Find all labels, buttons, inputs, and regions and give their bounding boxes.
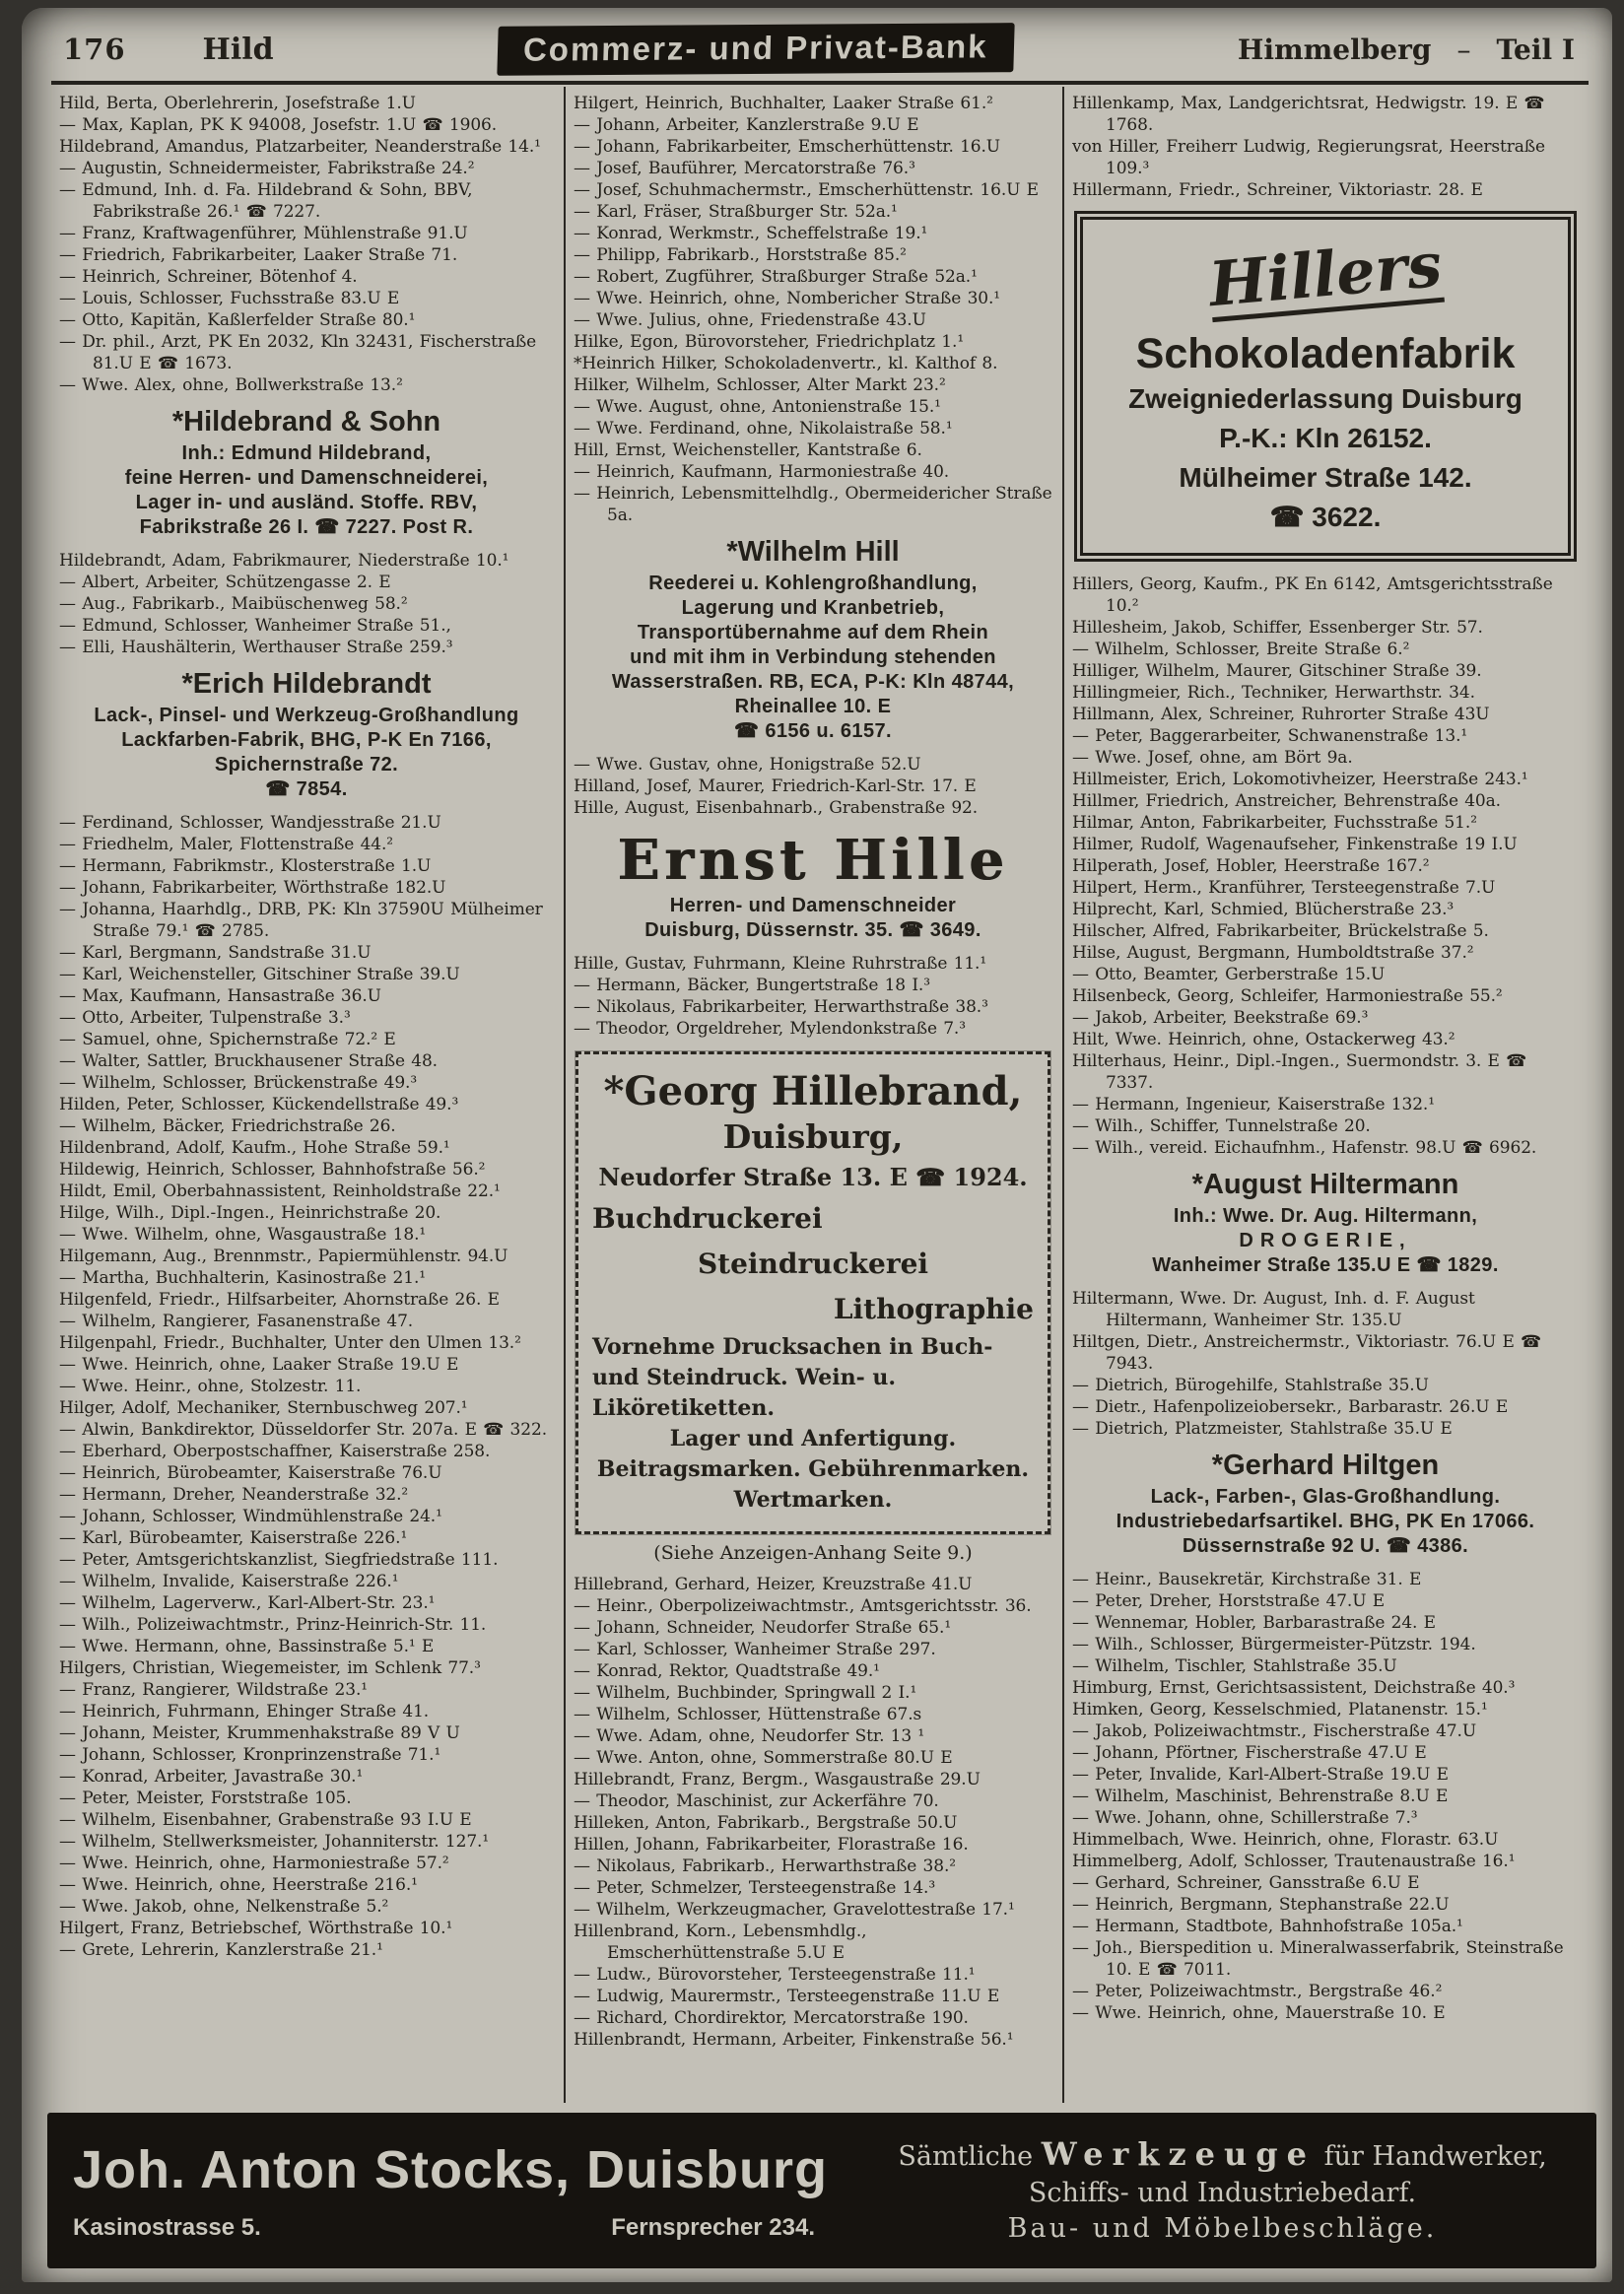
ad-line: Fabrikstraße 26 I. ☎ 7227. Post R. (139, 516, 474, 538)
stocks-ad-right-line3: Bau- und Möbelbeschläge. (1007, 2212, 1438, 2244)
ad-line: Lackfarben-Fabrik, BHG, P-K En 7166, (121, 729, 492, 751)
directory-entry: — Ferdinand, Schlosser, Wandjesstraße 21.U (59, 813, 441, 833)
directory-entry: Hildt, Emil, Oberbahnassistent, Reinholdstraße 22.¹ (59, 1181, 501, 1201)
directory-entry: — Heinrich, Bergmann, Stephanstraße 22.U (1072, 1895, 1450, 1915)
directory-entry: Hilgert, Heinrich, Buchhalter, Laaker Straße 61.² (574, 94, 993, 113)
directory-entry: — Wwe. Gustav, ohne, Honigstraße 52.U (574, 755, 921, 775)
hillers-line: ☎ 3622. (1269, 502, 1382, 532)
directory-entry: — Wennemar, Hobler, Barbarastraße 24. E (1072, 1613, 1436, 1633)
directory-entry: — Peter, Schmelzer, Tersteegenstraße 14.³ (574, 1878, 936, 1898)
directory-entry: — Johann, Pförtner, Fischerstraße 47.U E (1072, 1743, 1427, 1763)
directory-entry: — Karl, Bergmann, Sandstraße 31.U (59, 943, 372, 963)
directory-entry: — Wwe. Johann, ohne, Schillerstraße 7.³ (1072, 1808, 1418, 1828)
directory-entry: Hilgers, Christian, Wiegemeister, im Schlenk 77.³ (59, 1658, 481, 1678)
directory-entry: — Heinrich, Schreiner, Bötenhof 4. (59, 267, 358, 287)
directory-entry: — Karl, Fräser, Straßburger Str. 52a.¹ (574, 202, 898, 222)
directory-entry: Hild, Berta, Oberlehrerin, Josefstraße 1.U (59, 94, 416, 113)
directory-entry: — Edmund, Schlosser, Wanheimer Straße 51., (59, 616, 451, 636)
directory-entry: Hillenbrandt, Hermann, Arbeiter, Finkenstraße 56.¹ (574, 2030, 1014, 2050)
directory-entry: — Otto, Arbeiter, Tulpenstraße 3.³ (59, 1008, 351, 1028)
stocks-ad-right-line2: Schiffs- und Industriebedarf. (1028, 2177, 1417, 2208)
ad-line: Rheinallee 10. E (734, 696, 892, 717)
directory-entry: Hillingmeier, Rich., Techniker, Herwarthstr. 34. (1072, 683, 1475, 703)
directory-entry: Hilgert, Franz, Betriebschef, Wörthstraße 10.¹ (59, 1919, 453, 1938)
directory-entry: — Karl, Weichensteller, Gitschiner Straße 39.U (59, 965, 460, 984)
directory-entry: — Hermann, Stadtbote, Bahnhofstraße 105a.¹ (1072, 1917, 1463, 1936)
directory-entry: — Ludwig, Maurermstr., Tersteegenstraße 11.U E (574, 1987, 1000, 2006)
directory-entry: — Wilhelm, Schlosser, Brückenstraße 49.³ (59, 1073, 418, 1093)
directory-entry: — Wilhelm, Invalide, Kaiserstraße 226.¹ (59, 1572, 399, 1591)
directory-entry: — Peter, Meister, Forststraße 105. (59, 1788, 352, 1808)
ad-line: Duisburg, Düssernstr. 35. ☎ 3649. (644, 919, 981, 941)
directory-entry: Hille, Gustav, Fuhrmann, Kleine Ruhrstraße 11.¹ (574, 954, 987, 974)
directory-entry: — Heinr., Oberpolizeiwachtmstr., Amtsgerichtsstr. 36. (574, 1596, 1032, 1616)
ad-line: ☎ 6156 u. 6157. (734, 720, 892, 742)
directory-entry: Hildenbrand, Adolf, Kaufm., Hohe Straße 59.¹ (59, 1138, 450, 1158)
directory-entry: — Johann, Meister, Krummenhakstraße 89 V U (59, 1723, 460, 1743)
directory-entry: — Wwe. Ferdinand, ohne, Nikolaistraße 58.¹ (574, 419, 953, 439)
hillers-line: Zweigniederlassung Duisburg (1128, 383, 1522, 414)
ad-line: feine Herren- und Damenschneiderei, (124, 467, 489, 489)
directory-entry: — Wilhelm, Bäcker, Friedrichstraße 26. (59, 1116, 396, 1136)
directory-entry: Hillmeister, Erich, Lokomotivheizer, Heerstraße 243.¹ (1072, 770, 1528, 789)
directory-entry: Hilke, Egon, Bürovorsteher, Friedrichplatz 1.¹ (574, 332, 965, 352)
directory-entry: — Wwe. Alex, ohne, Bollwerkstraße 13.² (59, 375, 403, 395)
page-number: 176 (63, 33, 126, 66)
directory-column-3 (1064, 87, 1589, 2103)
directory-entry: — Heinrich, Bürobeamter, Kaiserstraße 76.U (59, 1463, 442, 1483)
directory-entry: — Richard, Chordirektor, Mercatorstraße 190. (574, 2008, 969, 2028)
fr-l: Buchdruckerei (592, 1202, 823, 1235)
directory-entry: — Johann, Schlosser, Windmühlenstraße 24.¹ (59, 1507, 442, 1526)
hillers-schokoladenfabrik-ad (1074, 211, 1577, 562)
directory-entry: — Peter, Polizeiwachtmstr., Bergstraße 46.² (1072, 1982, 1443, 2001)
directory-entry: — Grete, Lehrerin, Kanzlerstraße 21.¹ (59, 1940, 383, 1960)
directory-entry: — Edmund, Inh. d. Fa. Hildebrand & Sohn, BBV, Fabrikstraße 26.¹ ☎ 7227. (59, 180, 473, 222)
ernst-hille-ad-title: Ernst Hille (617, 828, 1009, 893)
directory-entry: Hille, August, Eisenbahnarb., Grabenstraße 92. (574, 798, 979, 818)
directory-entry: — Konrad, Werkmstr., Scheffelstraße 19.¹ (574, 224, 928, 243)
directory-entry: Hilterhaus, Heinr., Dipl.-Ingen., Suermondstr. 3. E ☎ 7337. (1072, 1051, 1527, 1093)
ad-line: Spichernstraße 72. (214, 754, 399, 776)
directory-entry: — Albert, Arbeiter, Schützengasse 2. E (59, 573, 391, 592)
directory-entry: — Wilh., Schiffer, Tunnelstraße 20. (1072, 1116, 1371, 1136)
fr-r: Lithographie (833, 1293, 1034, 1325)
directory-entry: — Wwe. Anton, ohne, Sommerstraße 80.U E (574, 1748, 953, 1768)
ad-line: Reederei u. Kohlengroßhandlung, (648, 573, 978, 594)
directory-entry: — Otto, Beamter, Gerberstraße 15.U (1072, 965, 1386, 984)
directory-entry: — Wwe. August, ohne, Antonienstraße 15.¹ (574, 397, 941, 417)
directory-entry: Hildebrandt, Adam, Fabrikmaurer, Niederstraße 10.¹ (59, 551, 509, 571)
directory-entry: — Theodor, Orgeldreher, Mylendonkstraße 7.³ (574, 1019, 966, 1039)
directory-entry: — Johanna, Haarhdlg., DRB, PK: Kln 37590U Mülheimer Straße 79.¹ ☎ 2785. (59, 900, 543, 941)
directory-entry: Himburg, Ernst, Gerichtsassistent, Deichstraße 40.³ (1072, 1678, 1516, 1698)
directory-entry: Hilker, Wilhelm, Schlosser, Alter Markt 23.² (574, 375, 946, 395)
directory-entry: — Augustin, Schneidermeister, Fabrikstraße 24.² (59, 159, 475, 178)
directory-entry: — Wwe. Adam, ohne, Neudorfer Str. 13 ¹ (574, 1726, 925, 1746)
directory-entry: — Dietr., Hafenpolizeiobersekr., Barbarastr. 26.U E (1072, 1397, 1509, 1417)
directory-entry: — Johann, Arbeiter, Kanzlerstraße 9.U E (574, 115, 919, 135)
ad-line: Düssernstraße 92 U. ☎ 4386. (1182, 1535, 1469, 1557)
directory-entry: — Wilhelm, Stellwerksmeister, Johanniterstr. 127.¹ (59, 1832, 490, 1852)
directory-entry: Hillen, Johann, Fabrikarbeiter, Florastraße 16. (574, 1835, 969, 1855)
ad-line: ☎ 7854. (265, 778, 348, 800)
directory-entry: Hilgenfeld, Friedr., Hilfsarbeiter, Ahornstraße 26. E (59, 1290, 500, 1310)
directory-entry: — Nikolaus, Fabrikarbeiter, Herwarthstraße 38.³ (574, 997, 988, 1017)
directory-entry: — Ludw., Bürovorsteher, Tersteegenstraße 11.¹ (574, 1965, 976, 1985)
directory-entry: — Theodor, Maschinist, zur Ackerfähre 70. (574, 1791, 939, 1811)
stocks-ad-banner (47, 2113, 1596, 2268)
directory-entry: — Jakob, Arbeiter, Beekstraße 69.³ (1072, 1008, 1369, 1028)
directory-entry: Hilse, August, Bergmann, Humboldtstraße 37.² (1072, 943, 1474, 963)
directory-entry: — Karl, Bürobeamter, Kaiserstraße 226.¹ (59, 1528, 408, 1548)
stocks-ad-address: Kasinostrasse 5. (73, 2214, 261, 2241)
directory-entry: — Johann, Fabrikarbeiter, Emscherhüttenstr. 16.U (574, 137, 1001, 157)
directory-entry: — Robert, Zugführer, Straßburger Straße 52a.¹ (574, 267, 978, 287)
hillers-logo: Hillers (1206, 228, 1445, 321)
directory-entry: Hiltgen, Dietr., Anstreichermstr., Viktoriastr. 76.U E ☎ 7943. (1072, 1332, 1542, 1374)
directory-page (22, 8, 1612, 2282)
directory-entry: — Heinrich, Lebensmittelhdlg., Obermeidericher Straße 5a. (574, 484, 1052, 525)
directory-entry: Hilleken, Anton, Fabrikarb., Bergstraße 50.U (574, 1813, 958, 1833)
stocks-ad-tail: für Handwerker, (1323, 2140, 1547, 2172)
stocks-ad-title: Joh. Anton Stocks, Duisburg (73, 2140, 829, 2199)
directory-entry: — Josef, Bauführer, Mercatorstraße 76.³ (574, 159, 915, 178)
gerhard-hiltgen-ad-title: *Gerhard Hiltgen (1211, 1450, 1440, 1481)
directory-entry: — Wilhelm, Eisenbahner, Grabenstraße 93 I.U E (59, 1810, 472, 1830)
directory-entry: — Gerhard, Schreiner, Gansstraße 6.U E (1072, 1873, 1420, 1893)
directory-entry: Hillers, Georg, Kaufm., PK En 6142, Amtsgerichtsstraße 10.² (1072, 574, 1553, 616)
directory-entry: — Alwin, Bankdirektor, Düsseldorfer Str. 207a. E ☎ 322. (59, 1420, 548, 1440)
fr-title: *Georg Hillebrand, (603, 1068, 1023, 1114)
directory-columns (51, 87, 1589, 2103)
ad-line: Industriebedarfsartikel. BHG, PK En 17066. (1116, 1511, 1535, 1532)
directory-entry: — Konrad, Rektor, Quadtstraße 49.¹ (574, 1661, 880, 1681)
directory-entry: Himken, Georg, Kesselschmied, Platanenstr. 15.¹ (1072, 1700, 1488, 1720)
directory-entry: Hilmer, Rudolf, Wagenaufseher, Finkenstraße 19 I.U (1072, 835, 1518, 854)
stocks-ad-subline (73, 2214, 874, 2242)
ad-line: und mit ihm in Verbindung stehenden (630, 646, 996, 668)
directory-entry: — Johann, Schneider, Neudorfer Straße 65.¹ (574, 1618, 952, 1638)
directory-entry: Hillenbrand, Korn., Lebensmhdlg., Emscherhüttenstraße 5.U E (574, 1922, 867, 1963)
directory-entry: — Wwe. Josef, ohne, am Bört 9a. (1072, 748, 1353, 768)
fr-cent: Beitragsmarken. Gebührenmarken. (596, 1456, 1030, 1482)
directory-entry: — Dietrich, Platzmeister, Stahlstraße 35.U E (1072, 1419, 1453, 1439)
directory-entry: — Heinrich, Fuhrmann, Ehinger Straße 41. (59, 1702, 430, 1721)
directory-entry: Hill, Ernst, Weichensteller, Kantstraße 6. (574, 440, 922, 460)
directory-entry: — Wilhelm, Tischler, Stahlstraße 35.U (1072, 1656, 1397, 1676)
ad-line: Lack-, Farben-, Glas-Großhandlung. (1150, 1486, 1501, 1508)
fr-text: Vornehme Drucksachen in Buch- und Steindruck. Wein- u. Liköretiketten. (592, 1334, 993, 1421)
erich-hildebrandt-ad-title: *Erich Hildebrandt (181, 668, 432, 700)
directory-entry: — Hermann, Fabrikmstr., Klosterstraße 1.U (59, 856, 432, 876)
stocks-ad-lead: Sämtliche (898, 2140, 1034, 2172)
directory-entry: — Peter, Amtsgerichtskanzlist, Siegfriedstraße 111. (59, 1550, 499, 1570)
directory-entry: Hilland, Josef, Maurer, Friedrich-Karl-Str. 17. E (574, 776, 977, 796)
directory-entry: — Wilhelm, Schlosser, Hüttenstraße 67.s (574, 1705, 922, 1724)
directory-entry: — Jakob, Polizeiwachtmstr., Fischerstraße 47.U (1072, 1721, 1477, 1741)
georg-hillebrand-ad-note: (Siehe Anzeigen-Anhang Seite 9.) (653, 1542, 973, 1564)
directory-entry: — Wilhelm, Rangierer, Fasanenstraße 47. (59, 1312, 414, 1331)
directory-column-2 (564, 87, 1064, 2103)
directory-entry: — Max, Kaufmann, Hansastraße 36.U (59, 986, 381, 1006)
directory-entry: Hillesheim, Jakob, Schiffer, Essenberger Str. 57. (1072, 618, 1483, 638)
fr-cent: Lager und Anfertigung. (669, 1426, 957, 1451)
keyword-right: Himmelberg (1237, 33, 1432, 66)
ad-line-spaced: DROGERIE, (1239, 1230, 1412, 1251)
directory-entry: — Friedhelm, Maler, Flottenstraße 44.² (59, 835, 394, 854)
hillers-line: Mülheimer Straße 142. (1179, 462, 1472, 493)
directory-entry: — Wwe. Heinrich, ohne, Heerstraße 216.¹ (59, 1875, 418, 1895)
wilhelm-hill-ad-title: *Wilhelm Hill (726, 536, 900, 568)
directory-entry: Hiltermann, Wwe. Dr. August, Inh. d. F. August Hiltermann, Wanheimer Str. 135.U (1072, 1289, 1475, 1330)
directory-entry: Himmelbach, Wwe. Heinrich, ohne, Florastr. 63.U (1072, 1830, 1499, 1850)
directory-entry: Hillermann, Friedr., Schreiner, Viktoriastr. 28. E (1072, 180, 1483, 200)
directory-entry: — Peter, Baggerarbeiter, Schwanenstraße 13.¹ (1072, 726, 1468, 746)
georg-hillebrand-ad (575, 1051, 1050, 1534)
directory-entry: — Wwe. Heinrich, ohne, Harmoniestraße 57.² (59, 1854, 449, 1873)
directory-entry: — Wilhelm, Schlosser, Breite Straße 6.² (1072, 640, 1410, 659)
august-hiltermann-ad-title: *August Hiltermann (1191, 1169, 1459, 1200)
directory-entry: — Philipp, Fabrikarb., Horststraße 85.² (574, 245, 907, 265)
directory-entry: — Wwe. Julius, ohne, Friedenstraße 43.U (574, 310, 926, 330)
directory-entry: — Wwe. Jakob, ohne, Nelkenstraße 5.² (59, 1897, 389, 1917)
directory-entry: — Heinr., Bausekretär, Kirchstraße 31. E (1072, 1570, 1422, 1589)
directory-entry: — Franz, Rangierer, Wildstraße 23.¹ (59, 1680, 368, 1700)
directory-entry: von Hiller, Freiherr Ludwig, Regierungsrat, Heerstraße 109.³ (1072, 137, 1546, 178)
directory-entry: — Wwe. Heinrich, ohne, Laaker Straße 19.U E (59, 1355, 459, 1375)
part-label: Teil I (1496, 33, 1575, 66)
directory-entry: — Joh., Bierspedition u. Mineralwasserfabrik, Steinstraße 10. E ☎ 7011. (1072, 1938, 1564, 1980)
fr-c: Steindruckerei (697, 1248, 929, 1280)
bank-ad-banner: Commerz- und Privat-Bank (497, 23, 1014, 76)
ad-line: Inh.: Edmund Hildebrand, (181, 442, 432, 464)
directory-entry: *Heinrich Hilker, Schokoladenvertr., kl. Kalthof 8. (574, 354, 998, 373)
directory-entry: — Walter, Sattler, Bruckhausener Straße 48. (59, 1051, 438, 1071)
directory-entry: Hilpert, Herm., Kranführer, Tersteegenstraße 7.U (1072, 878, 1496, 898)
directory-entry: — Wilhelm, Lagerverw., Karl-Albert-Str. 23.¹ (59, 1593, 436, 1613)
directory-entry: — Wilhelm, Maschinist, Behrenstraße 8.U E (1072, 1787, 1449, 1806)
directory-entry: Hilmar, Anton, Fabrikarbeiter, Fuchsstraße 51.² (1072, 813, 1477, 833)
ad-line: Inh.: Wwe. Dr. Aug. Hiltermann, (1173, 1205, 1478, 1227)
directory-entry: Hilgemann, Aug., Brennmstr., Papiermühlenstr. 94.U (59, 1247, 508, 1266)
ad-line: Wasserstraßen. RB, ECA, P-K: Kln 48744, (611, 671, 1015, 693)
directory-entry: Hilge, Wilh., Dipl.-Ingen., Heinrichstraße 20. (59, 1203, 441, 1223)
directory-entry: — Hermann, Ingenieur, Kaiserstraße 132.¹ (1072, 1095, 1435, 1114)
fr-sub: Duisburg, (722, 1117, 904, 1156)
directory-entry: — Max, Kaplan, PK K 94008, Josefstr. 1.U ☎ 1906. (59, 115, 498, 135)
directory-entry: Hillebrandt, Franz, Bergm., Wasgaustraße 29.U (574, 1770, 981, 1789)
directory-entry: Hilsenbeck, Georg, Schleifer, Harmoniestraße 55.² (1072, 986, 1503, 1006)
directory-column-1 (51, 87, 564, 2103)
directory-entry: — Wilh., Schlosser, Bürgermeister-Pützstr. 194. (1072, 1635, 1476, 1654)
directory-entry: Hillebrand, Gerhard, Heizer, Kreuzstraße 41.U (574, 1575, 973, 1594)
directory-entry: — Nikolaus, Fabrikarb., Herwarthstraße 38.² (574, 1856, 956, 1876)
directory-entry: — Wwe. Wilhelm, ohne, Wasgaustraße 18.¹ (59, 1225, 427, 1245)
directory-entry: — Wwe. Hermann, ohne, Bassinstraße 5.¹ E (59, 1637, 435, 1656)
directory-entry: — Dietrich, Bürogehilfe, Stahlstraße 35.U (1072, 1376, 1429, 1395)
stocks-ad-right-line1 (874, 2135, 1571, 2176)
directory-entry: — Wwe. Heinr., ohne, Stolzestr. 11. (59, 1377, 362, 1396)
directory-entry: Hilger, Adolf, Mechaniker, Sternbuschweg 207.¹ (59, 1398, 468, 1418)
directory-entry: — Karl, Schlosser, Wanheimer Straße 297. (574, 1640, 936, 1659)
directory-entry: — Elli, Haushälterin, Werthauser Straße 259.³ (59, 638, 453, 657)
directory-entry: Hilt, Wwe. Heinrich, ohne, Ostackerweg 43.² (1072, 1030, 1455, 1049)
directory-entry: — Wwe. Heinrich, ohne, Mauerstraße 10. E (1072, 2003, 1446, 2023)
directory-entry: — Franz, Kraftwagenführer, Mühlenstraße 91.U (59, 224, 468, 243)
directory-entry: Hillmer, Friedrich, Anstreicher, Behrenstraße 40a. (1072, 791, 1501, 811)
fr-cent: Wertmarken. (733, 1487, 893, 1513)
stocks-ad-phone: Fernsprecher 234. (611, 2214, 816, 2241)
ad-line: Wanheimer Straße 135.U E ☎ 1829. (1152, 1254, 1499, 1276)
directory-entry: — Hermann, Dreher, Neanderstraße 32.² (59, 1485, 409, 1505)
directory-entry: Hildebrand, Amandus, Platzarbeiter, Neanderstraße 14.¹ (59, 137, 541, 157)
directory-entry: — Otto, Kapitän, Kaßlerfelder Straße 80.¹ (59, 310, 416, 330)
stocks-ad-left (73, 2139, 874, 2242)
directory-entry: — Samuel, ohne, Spichernstraße 72.² E (59, 1030, 396, 1049)
hillers-line: P.-K.: Kln 26152. (1219, 423, 1432, 453)
directory-entry: Hillmann, Alex, Schreiner, Ruhrorter Straße 43U (1072, 705, 1490, 724)
directory-entry: — Martha, Buchhalterin, Kasinostraße 21.¹ (59, 1268, 427, 1288)
hillers-sub: Schokoladenfabrik (1135, 330, 1516, 377)
fr-addr: Neudorfer Straße 13. E ☎ 1924. (598, 1163, 1028, 1191)
directory-entry: — Heinrich, Kaufmann, Harmoniestraße 40. (574, 462, 950, 482)
directory-entry: — Friedrich, Fabrikarbeiter, Laaker Straße 71. (59, 245, 458, 265)
hildebrand-sohn-ad-title: *Hildebrand & Sohn (171, 406, 441, 438)
directory-entry: — Aug., Fabrikarb., Maibüschenweg 58.² (59, 594, 408, 614)
keyword-left: Hild (202, 32, 274, 67)
directory-entry: Hildewig, Heinrich, Schlosser, Bahnhofstraße 56.² (59, 1160, 486, 1180)
directory-entry: Himmelberg, Adolf, Schlosser, Trautenaustraße 16.¹ (1072, 1852, 1516, 1871)
directory-entry: — Wilhelm, Buchbinder, Springwall 2 I.¹ (574, 1683, 917, 1703)
directory-entry: — Johann, Fabrikarbeiter, Wörthstraße 182.U (59, 878, 446, 898)
stocks-ad-product: Werkzeuge (1041, 2134, 1317, 2173)
ad-line: Lack-, Pinsel- und Werkzeug-Großhandlung (94, 705, 519, 726)
directory-entry: — Wilh., vereid. Eichaufnhm., Hafenstr. 98.U ☎ 6962. (1072, 1138, 1537, 1158)
directory-entry: Hilden, Peter, Schlosser, Kückendellstraße 49.³ (59, 1095, 459, 1114)
directory-entry: — Konrad, Arbeiter, Javastraße 30.¹ (59, 1767, 364, 1787)
directory-entry: Hilperath, Josef, Hobler, Heerstraße 167.² (1072, 856, 1430, 876)
directory-entry: Hilprecht, Karl, Schmied, Blücherstraße 23.³ (1072, 900, 1455, 919)
ad-line: Transportübernahme auf dem Rhein (637, 622, 989, 643)
directory-entry: — Dr. phil., Arzt, PK En 2032, Kln 32431, Fischerstraße 81.U E ☎ 1673. (59, 332, 537, 373)
directory-entry: Hilliger, Wilhelm, Maurer, Gitschiner Straße 39. (1072, 661, 1482, 681)
directory-entry: — Hermann, Bäcker, Bungertstraße 18 I.³ (574, 976, 930, 995)
directory-entry: Hilgenpahl, Friedr., Buchhalter, Unter den Ulmen 13.² (59, 1333, 521, 1353)
ad-line: Lager in- und ausländ. Stoffe. RBV, (135, 492, 478, 513)
ad-line: Lagerung und Kranbetrieb, (681, 597, 945, 619)
directory-entry: — Eberhard, Oberpostschaffner, Kaiserstraße 258. (59, 1442, 491, 1461)
directory-entry: Hilscher, Alfred, Fabrikarbeiter, Brückelstraße 5. (1072, 921, 1489, 941)
directory-entry: — Louis, Schlosser, Fuchsstraße 83.U E (59, 289, 400, 308)
directory-entry: — Josef, Schuhmachermstr., Emscherhüttenstr. 16.U E (574, 180, 1039, 200)
directory-entry: — Johann, Schlosser, Kronprinzenstraße 71.¹ (59, 1745, 441, 1765)
keyword-right-group (1238, 34, 1575, 66)
directory-entry: — Wilh., Polizeiwachtmstr., Prinz-Heinrich-Str. 11. (59, 1615, 487, 1635)
directory-entry: — Wwe. Heinrich, ohne, Nombericher Straße 30.¹ (574, 289, 1001, 308)
header-dash: – (1456, 33, 1471, 66)
stocks-ad-right (874, 2135, 1571, 2247)
ad-line: Herren- und Damenschneider (669, 895, 957, 916)
directory-entry: — Peter, Dreher, Horststraße 47.U E (1072, 1591, 1386, 1611)
directory-entry: Hillenkamp, Max, Landgerichtsrat, Hedwigstr. 19. E ☎ 1768. (1072, 94, 1545, 135)
page-header (51, 22, 1589, 85)
directory-entry: — Peter, Invalide, Karl-Albert-Straße 19.U E (1072, 1765, 1449, 1785)
directory-entry: — Wilhelm, Werkzeugmacher, Gravelottestraße 17.¹ (574, 1900, 1015, 1920)
